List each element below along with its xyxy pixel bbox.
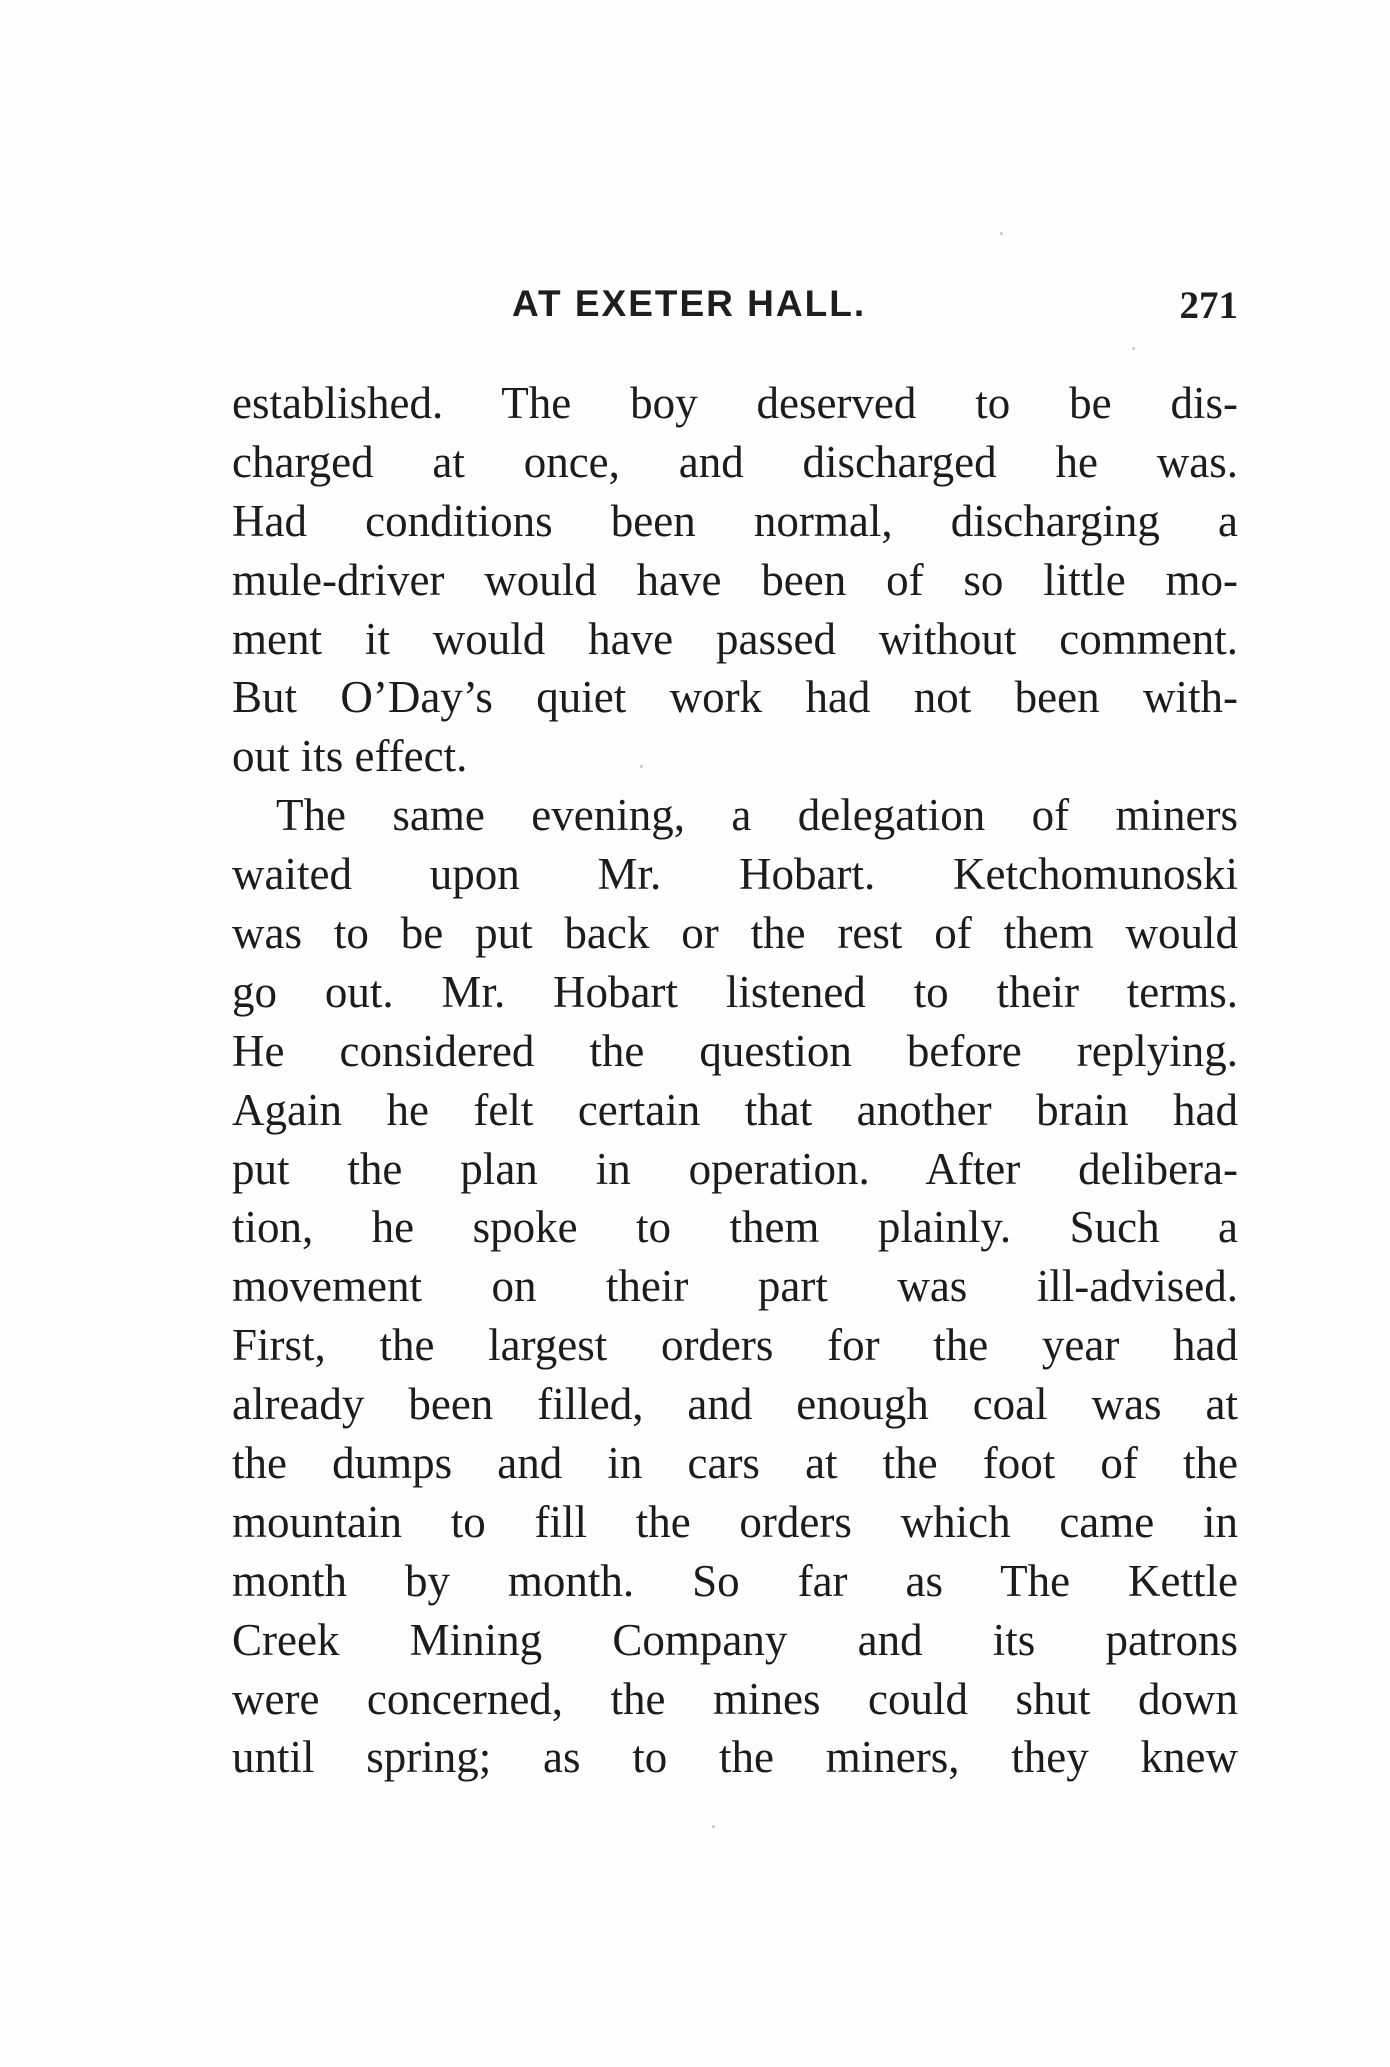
text-line: mule-driver would have been of so little mo- bbox=[232, 554, 1238, 605]
text-line: mountain to fill the orders which came in bbox=[232, 1496, 1238, 1547]
text-line: The same evening, a delegation of miners bbox=[276, 790, 1238, 841]
text-line: month by month. So far as The Kettle bbox=[232, 1555, 1238, 1606]
text-line: But O’Day’s quiet work had not been with- bbox=[232, 672, 1238, 723]
text-line: put the plan in operation. After delibera- bbox=[232, 1143, 1238, 1194]
body-text bbox=[232, 374, 1238, 1787]
text-line: until spring; as to the miners, they knew bbox=[232, 1732, 1238, 1783]
text-line: ment it would have passed without comment. bbox=[232, 613, 1238, 664]
running-head bbox=[232, 283, 1238, 343]
text-line: go out. Mr. Hobart listened to their terms. bbox=[232, 966, 1238, 1017]
text-line: He considered the question before replying. bbox=[232, 1025, 1238, 1076]
text-line: Again he felt certain that another brain had bbox=[232, 1084, 1238, 1135]
text-line: movement on their part was ill-advised. bbox=[232, 1261, 1238, 1312]
text-line: already been filled, and enough coal was at bbox=[232, 1379, 1238, 1430]
text-line: charged at once, and discharged he was. bbox=[232, 436, 1238, 487]
paper-speck bbox=[1132, 347, 1135, 350]
text-line: tion, he spoke to them plainly. Such a bbox=[232, 1202, 1238, 1253]
paper-speck bbox=[640, 765, 643, 768]
running-title: AT EXETER HALL. bbox=[512, 283, 867, 324]
text-line: First, the largest orders for the year had bbox=[232, 1320, 1238, 1371]
page-number: 271 bbox=[1179, 284, 1238, 327]
text-line: out its effect. bbox=[232, 731, 468, 782]
text-line: was to be put back or the rest of them would bbox=[232, 908, 1238, 959]
text-line: were concerned, the mines could shut down bbox=[232, 1673, 1238, 1724]
text-line: waited upon Mr. Hobart. Ketchomunoski bbox=[232, 849, 1238, 900]
text-line: established. The boy deserved to be dis- bbox=[232, 378, 1238, 428]
text-line: Creek Mining Company and its patrons bbox=[232, 1614, 1238, 1665]
text-line: the dumps and in cars at the foot of the bbox=[232, 1438, 1238, 1489]
paper-speck bbox=[712, 1825, 715, 1828]
paper-speck bbox=[1000, 232, 1003, 235]
text-line: Had conditions been normal, discharging a bbox=[232, 495, 1238, 546]
